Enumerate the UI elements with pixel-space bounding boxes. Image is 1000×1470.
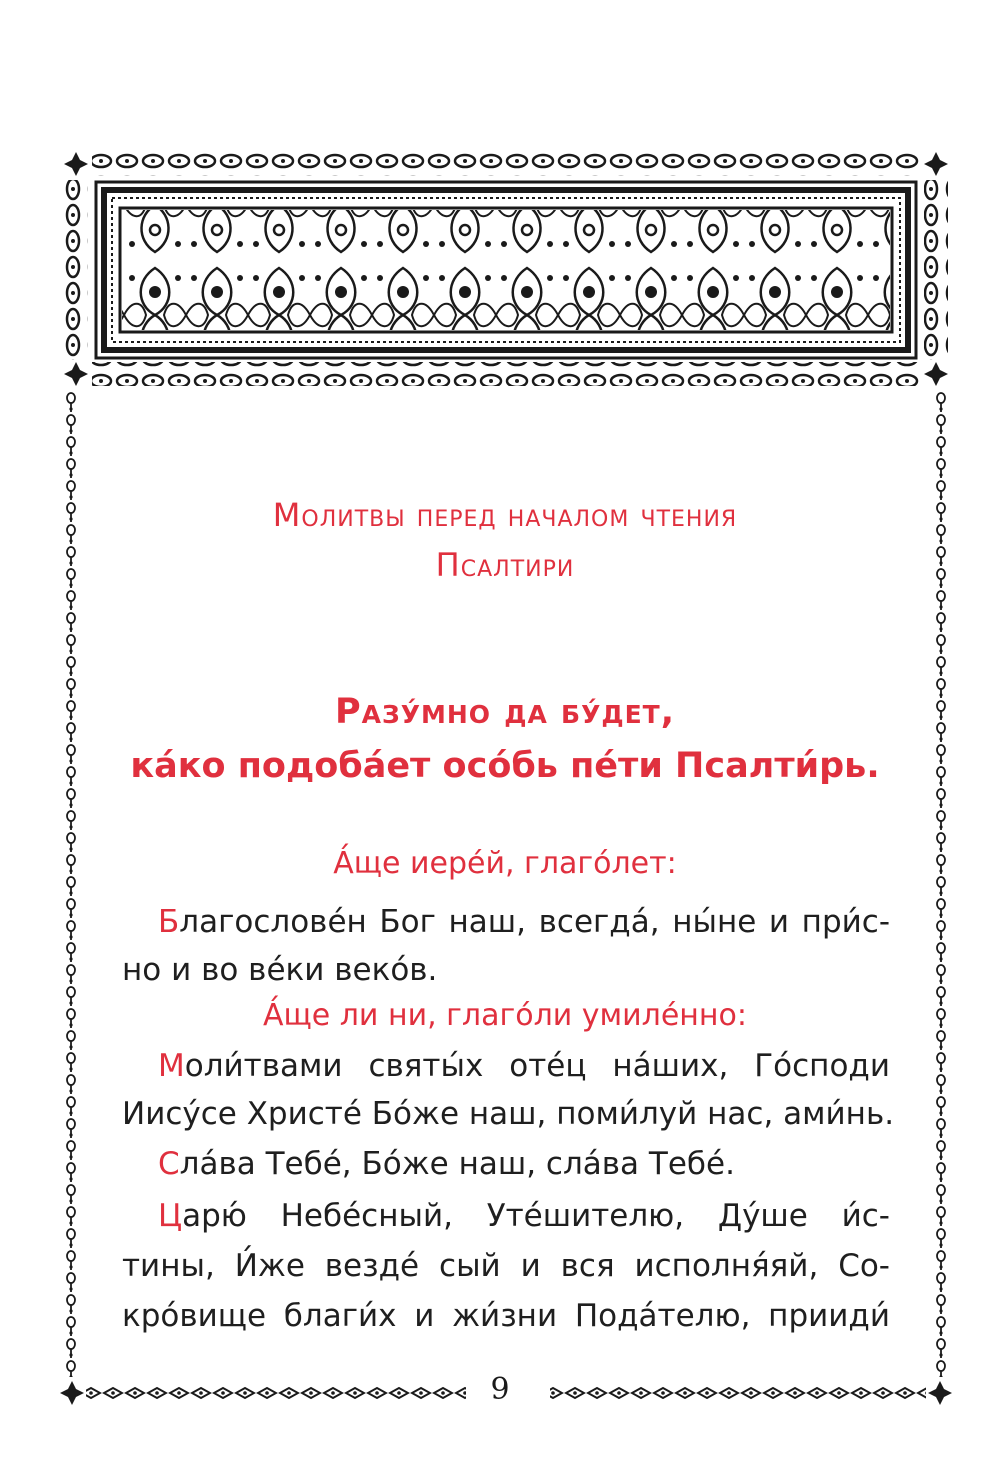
paragraph-1-line-2: но и во ве́ки веко́в. (122, 952, 438, 988)
subheading-line-2: ка́ко подоба́ет осо́бь пе́ти Псалти́рь. (130, 746, 880, 786)
paragraph-text: арю́ Небе́сный, Уте́шителю, Ду́ше и́с- (182, 1198, 890, 1234)
paragraph-text: ла́ва Тебе́, Бо́же наш, сла́ва Тебе́. (179, 1146, 735, 1182)
ornamental-header-band (62, 150, 950, 390)
drop-initial: Б (158, 904, 180, 940)
paragraph-2-line-1 (158, 1048, 890, 1084)
paragraph-text: оли́твами святы́х оте́ц на́ших, Го́споди (184, 1048, 890, 1084)
rubric-priest: А́ще иере́й, глаго́лет: (333, 846, 677, 881)
drop-initial: С (158, 1146, 180, 1182)
drop-initial: М (158, 1048, 185, 1084)
paragraph-4-line-2: тины, И́же везде́ сый и вся исполня́яй, Со- (122, 1248, 890, 1284)
right-border-chain (934, 392, 948, 1377)
drop-initial: Ц (158, 1198, 183, 1234)
left-border-chain (64, 392, 78, 1377)
paragraph-4-line-1 (158, 1198, 890, 1234)
page-heading-line-1: Молитвы перед началом чтения (272, 496, 738, 534)
corner-cross-icon (64, 152, 88, 176)
rubric-layman: А́ще ли ни, глаго́ли умиле́нно: (262, 998, 747, 1033)
paragraph-2-line-2: Иису́се Христе́ Бо́же наш, поми́луй нас, ами́нь. (122, 1096, 895, 1132)
paragraph-text: лагослове́н Бог наш, всегда́, ны́не и при́с- (179, 904, 890, 940)
page-heading-line-2: Псалтири (435, 546, 575, 584)
paragraph-1-line-1 (158, 904, 890, 940)
paragraph-4-line-3: кро́вище благи́х и жи́зни Пода́телю, прииди́ (122, 1298, 890, 1334)
subheading-line-1: Разу́мно да бу́дет, (334, 692, 676, 732)
paragraph-3-line-1 (158, 1146, 735, 1182)
page-number: 9 (490, 1372, 510, 1407)
